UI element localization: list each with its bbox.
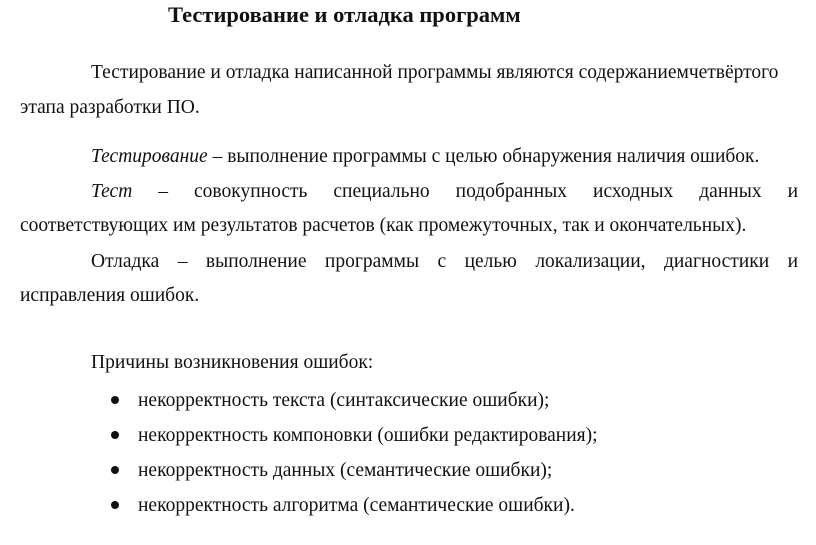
definition-test-word: подобранных <box>455 181 568 202</box>
term-test: Тест <box>91 181 133 202</box>
definition-debug-word: программы <box>324 251 420 272</box>
bullet-icon <box>111 501 119 509</box>
definition-test-line-1 <box>91 180 798 204</box>
definition-test-word: данных <box>699 181 762 202</box>
definition-test-line-2: соответствующих им результатов расчетов (как промежуточных, так и окончательных). <box>20 215 747 236</box>
definition-debug-line-2: исправления ошибок. <box>20 285 200 306</box>
definition-debug-word: целью <box>464 251 517 272</box>
definition-debug-word: и <box>787 251 799 272</box>
intro-line-2: этапа разработки ПО. <box>20 97 200 118</box>
page-title: Тестирование и отладка программ <box>168 2 521 27</box>
list-item-text: некорректность компоновки (ошибки редактирования); <box>138 425 598 446</box>
definition-test-word: и <box>787 181 799 202</box>
definition-debug-word: – <box>177 251 188 272</box>
definition-testing-text: – выполнение программы с целью обнаружения наличия ошибок. <box>207 146 760 167</box>
definition-test-word: специально <box>333 181 430 202</box>
term-debug: Отладка <box>91 251 160 272</box>
definition-test-word: – <box>158 181 169 202</box>
bullet-icon <box>111 466 119 474</box>
definition-test-word: совокупность <box>194 181 308 202</box>
definition-debug-line-1 <box>91 250 798 274</box>
definition-debug-word: локализации, <box>535 251 646 272</box>
list-item-text: некорректность данных (семантические ошибки); <box>138 460 553 481</box>
term-testing: Тестирование <box>91 146 208 167</box>
definition-testing <box>91 145 798 169</box>
definition-debug-word: диагностики <box>663 251 770 272</box>
list-item-text: некорректность алгоритма (семантические ошибки). <box>138 495 575 516</box>
intro-line-1: Тестирование и отладка написанной программы являются содержаниемчетвёртого <box>91 62 779 83</box>
bullet-icon <box>111 431 119 439</box>
bullet-icon <box>111 396 119 404</box>
definition-debug-word: с <box>437 251 447 272</box>
causes-heading: Причины возникновения ошибок: <box>91 352 374 373</box>
list-item-text: некорректность текста (синтаксические ошибки); <box>138 390 550 411</box>
definition-debug-word: выполнение <box>205 251 307 272</box>
definition-test-word: исходных <box>593 181 674 202</box>
